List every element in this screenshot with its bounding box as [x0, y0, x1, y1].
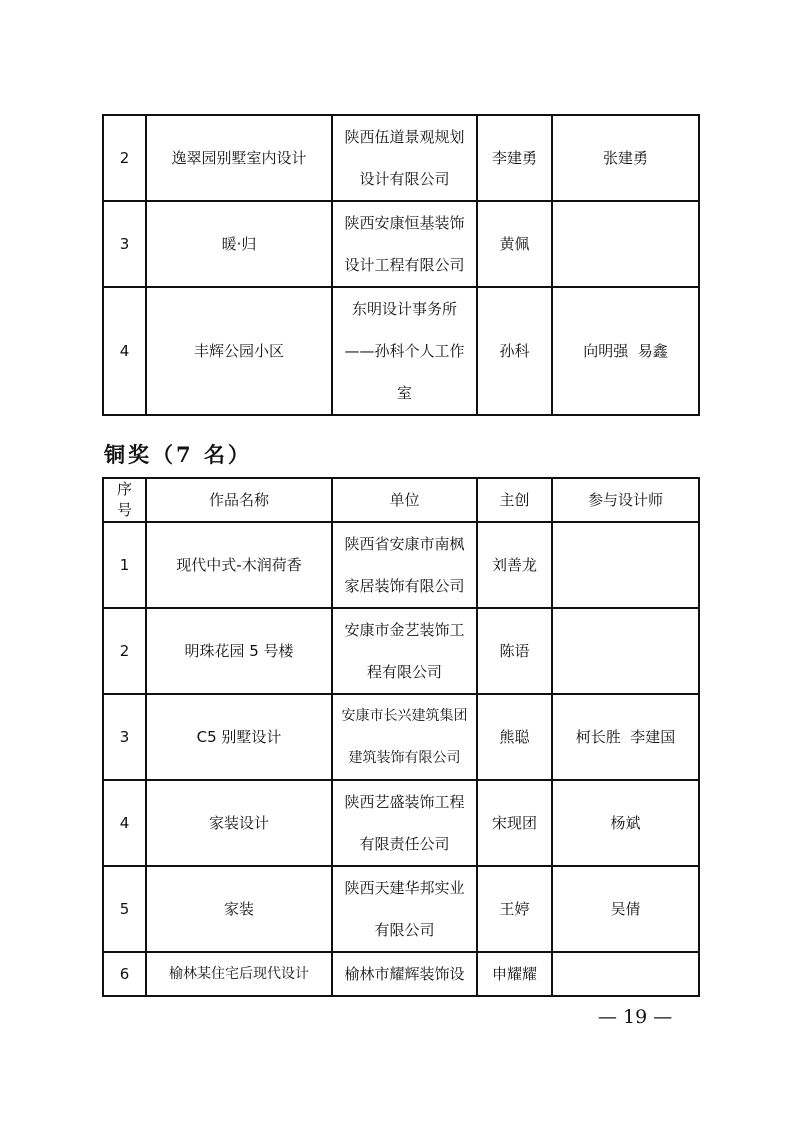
header-no-line: 序 [116, 480, 132, 498]
section-title-bronze: 铜奖（7 名） [104, 442, 252, 467]
unit-line: 设计有限公司 [359, 170, 450, 188]
cell-lead: 黄佩 [477, 201, 552, 287]
cell-lead: 刘善龙 [477, 522, 552, 608]
cell-unit [332, 287, 477, 415]
page-number: — 19 — [598, 1006, 673, 1028]
unit-line: 陕西省安康市南枫 [344, 535, 465, 553]
cell-work: 丰辉公园小区 [146, 287, 332, 415]
cell-work: 榆林某住宅后现代设计 [146, 952, 332, 996]
cell-designers: 张建勇 [552, 115, 699, 201]
cell-designers [552, 952, 699, 996]
cell-no: 4 [103, 287, 146, 415]
cell-work: 暖·归 [146, 201, 332, 287]
unit-line: 陕西艺盛装饰工程 [344, 793, 465, 811]
cell-lead: 王婷 [477, 866, 552, 952]
cell-designers: 柯长胜 李建国 [552, 694, 699, 780]
header-no-line: 号 [116, 501, 132, 519]
cell-unit [332, 522, 477, 608]
cell-no: 4 [103, 780, 146, 866]
cell-lead: 熊聪 [477, 694, 552, 780]
cell-lead: 孙科 [477, 287, 552, 415]
cell-work: C5 别墅设计 [146, 694, 332, 780]
cell-no: 2 [103, 608, 146, 694]
cell-unit [332, 694, 477, 780]
cell-unit [332, 866, 477, 952]
unit-line: 有限公司 [374, 921, 435, 939]
header-work: 作品名称 [146, 478, 332, 522]
cell-designers: 吴倩 [552, 866, 699, 952]
table-row [103, 866, 699, 952]
header-no [103, 478, 146, 522]
table-row [103, 201, 699, 287]
header-unit: 单位 [332, 478, 477, 522]
unit-line: 东明设计事务所 [351, 300, 457, 318]
table-row [103, 522, 699, 608]
unit-line: 陕西天建华邦实业 [344, 879, 465, 897]
unit-line: 安康市金艺装饰工 [344, 621, 465, 639]
cell-lead: 陈语 [477, 608, 552, 694]
cell-lead: 申耀耀 [477, 952, 552, 996]
cell-lead: 宋现团 [477, 780, 552, 866]
cell-unit [332, 608, 477, 694]
cell-work: 家装 [146, 866, 332, 952]
unit-line: 陕西安康恒基装饰 [344, 214, 465, 232]
cell-lead: 李建勇 [477, 115, 552, 201]
unit-line: 有限责任公司 [359, 835, 450, 853]
table-header-row [103, 478, 699, 522]
table-row [103, 952, 699, 996]
cell-work: 现代中式-木润荷香 [146, 522, 332, 608]
cell-unit [332, 115, 477, 201]
cell-designers [552, 522, 699, 608]
cell-designers [552, 201, 699, 287]
cell-no: 3 [103, 201, 146, 287]
unit-line: 陕西伍道景观规划 [344, 128, 465, 146]
unit-line: 室 [396, 384, 412, 402]
cell-unit [332, 780, 477, 866]
cell-unit [332, 952, 477, 996]
cell-designers: 向明强 易鑫 [552, 287, 699, 415]
cell-designers [552, 608, 699, 694]
unit-line: 程有限公司 [366, 663, 442, 681]
cell-work: 明珠花园 5 号楼 [146, 608, 332, 694]
award-table-continued [102, 114, 700, 416]
header-lead: 主创 [477, 478, 552, 522]
table-row [103, 780, 699, 866]
table-row [103, 287, 699, 415]
unit-line: 安康市长兴建筑集团 [341, 708, 468, 724]
unit-line: 家居装饰有限公司 [344, 577, 465, 595]
cell-work: 家装设计 [146, 780, 332, 866]
unit-line: 建筑装饰有限公司 [348, 750, 461, 766]
cell-no: 6 [103, 952, 146, 996]
cell-designers: 杨斌 [552, 780, 699, 866]
cell-no: 5 [103, 866, 146, 952]
header-designers: 参与设计师 [552, 478, 699, 522]
cell-no: 1 [103, 522, 146, 608]
table-row [103, 608, 699, 694]
table-row [103, 115, 699, 201]
cell-no: 2 [103, 115, 146, 201]
unit-line: 设计工程有限公司 [344, 256, 465, 274]
cell-work: 逸翠园别墅室内设计 [146, 115, 332, 201]
unit-line: ——孙科个人工作 [344, 342, 465, 360]
cell-no: 3 [103, 694, 146, 780]
unit-line: 榆林市耀辉装饰设 [344, 965, 465, 983]
table-row [103, 694, 699, 780]
bronze-award-table [102, 477, 700, 997]
cell-unit [332, 201, 477, 287]
